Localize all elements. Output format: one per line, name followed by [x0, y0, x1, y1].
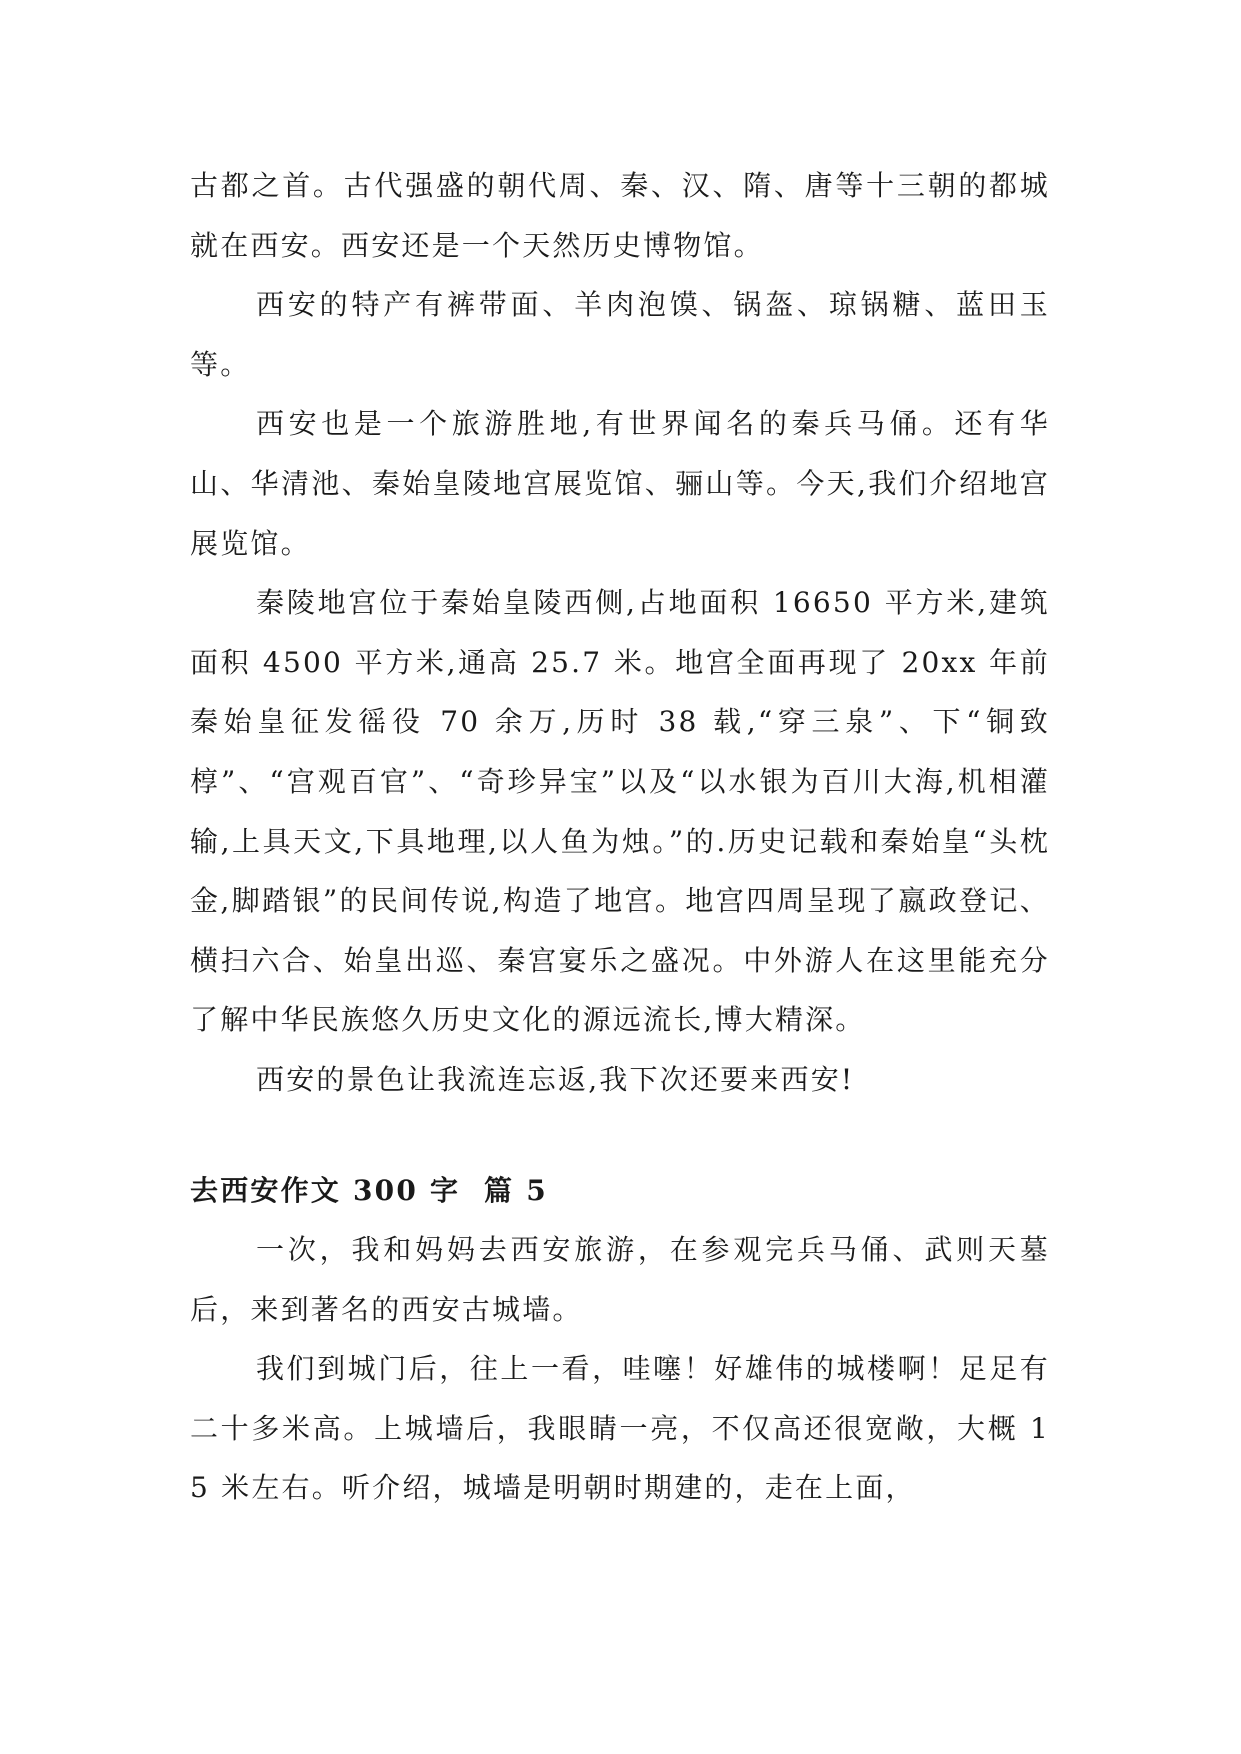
paragraph-trip-intro: 一次，我和妈妈去西安旅游，在参观完兵马俑、武则天墓后，来到著名的西安古城墙。	[190, 1233, 1050, 1326]
paragraph-city-wall: 我们到城门后，往上一看，哇噻！好雄伟的城楼啊！足足有二十多米高。上城墙后，我眼睛一亮，不仅高还很宽敞，大概 15 米左右。听介绍，城墙是明朝时期建的，走在上面，	[190, 1352, 1050, 1505]
paragraph-specialties: 西安的特产有裤带面、羊肉泡馍、锅盔、琼锅糖、蓝田玉等。	[190, 288, 1050, 381]
paragraph-tourism: 西安也是一个旅游胜地,有世界闻名的秦兵马俑。还有华山、华清池、秦始皇陵地宫展览馆、骊山等。今天,我们介绍地宫展览馆。	[190, 407, 1050, 560]
paragraph-underground-palace: 秦陵地宫位于秦始皇陵西侧,占地面积 16650 平方米,建筑面积 4500 平方米,通高 25.7 米。地宫全面再现了 20xx 年前秦始皇征发徭役 70 余万,历时 38 载,“穿三泉”、下“铜致椁”、“宫观百官”、“奇珍异宝”以及“以水银为百川大海,机相灌输,上具天文,下具地理,以人鱼为烛。”的.历史记载和秦始皇“头枕金,脚踏银”的民间传说,构造了地宫。地宫四周呈现了嬴政登记、横扫六合、始皇出巡、秦宫宴乐之盛况。中外游人在这里能充分了解中华民族悠久历史文化的源远流长,博大精深。	[190, 586, 1050, 1037]
paragraph-ancient-capital: 古都之首。古代强盛的朝代周、秦、汉、隋、唐等十三朝的都城就在西安。西安还是一个天然历史博物馆。	[190, 169, 1050, 262]
document-page	[190, 156, 1050, 1518]
section-title: 去西安作文 300 字 篇 5	[190, 1173, 548, 1207]
paragraph-closing: 西安的景色让我流连忘返,我下次还要来西安!	[256, 1062, 855, 1096]
